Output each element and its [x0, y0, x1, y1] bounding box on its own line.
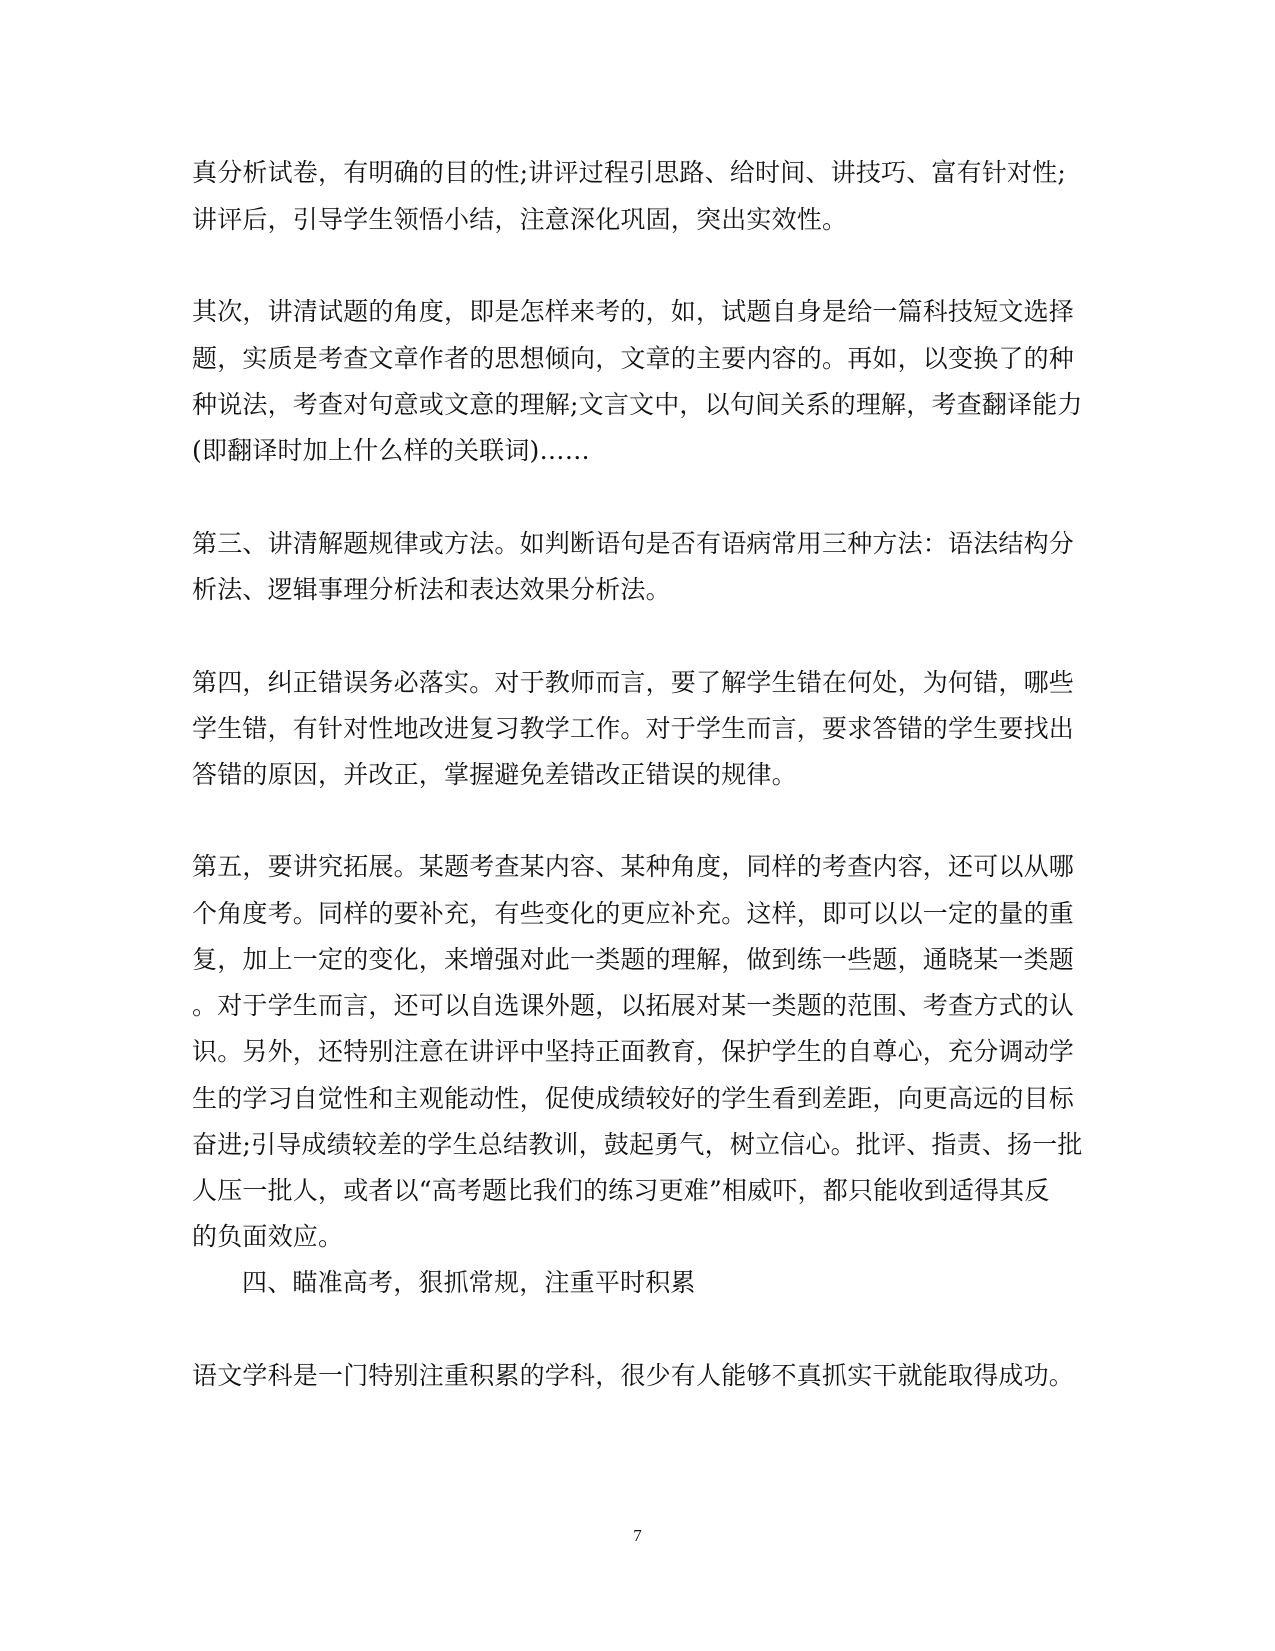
paragraph-2-line-1: 其次，讲清试题的角度，即是怎样来考的，如，试题自身是给一篇科技短文选择	[192, 297, 1075, 326]
paragraph-1-line-1: 真分析试卷，有明确的目的性;讲评过程引思路、给时间、讲技巧、富有针对性;	[192, 158, 1067, 187]
paragraph-5-line-4: 。对于学生而言，还可以自选课外题，以拓展对某一类题的范围、考查方式的认	[192, 991, 1075, 1020]
paragraph-7-line-1: 语文学科是一门特别注重积累的学科，很少有人能够不真抓实干就能取得成功。	[192, 1361, 1075, 1390]
paragraph-5-line-8: 人压一批人，或者以“高考题比我们的练习更难”相威吓，都只能收到适得其反	[192, 1176, 1050, 1205]
paragraph-4-line-3: 答错的原因，并改正，掌握避免差错改正错误的规律。	[192, 760, 797, 789]
paragraph-5-line-1: 第五，要讲究拓展。某题考查某内容、某种角度，同样的考查内容，还可以从哪	[192, 852, 1075, 881]
page-number: 7	[633, 1526, 642, 1545]
paragraph-3-line-1: 第三、讲清解题规律或方法。如判断语句是否有语病常用三种方法：语法结构分	[192, 529, 1075, 558]
paragraph-2-line-3: 种说法，考查对句意或文意的理解;文言文中，以句间关系的理解，考查翻译能力	[192, 390, 1083, 419]
paragraph-5-line-3: 复，加上一定的变化，来增强对此一类题的理解，做到练一些题，通晓某一类题	[192, 945, 1075, 974]
paragraph-2-line-2: 题，实质是考查文章作者的思想倾向，文章的主要内容的。再如，以变换了的种	[192, 344, 1075, 373]
paragraph-5-line-2: 个角度考。同样的要补充，有些变化的更应补充。这样，即可以以一定的量的重	[192, 899, 1075, 928]
paragraph-1-line-2: 讲评后，引导学生领悟小结，注意深化巩固，突出实效性。	[192, 205, 848, 234]
paragraph-4-line-1: 第四，纠正错误务必落实。对于教师而言，要了解学生错在何处，为何错，哪些	[192, 668, 1075, 697]
paragraph-5-line-6: 生的学习自觉性和主观能动性，促使成绩较好的学生看到差距，向更高远的目标	[192, 1084, 1075, 1113]
section-heading: 四、瞄准高考，狠抓常规，注重平时积累	[242, 1268, 696, 1297]
paragraph-5-line-5: 识。另外，还特别注意在讲评中坚持正面教育，保护学生的自尊心，充分调动学	[192, 1037, 1075, 1066]
paragraph-5-line-7: 奋进;引导成绩较差的学生总结教训，鼓起勇气，树立信心。批评、指责、扬一批	[192, 1130, 1083, 1159]
paragraph-3-line-2: 析法、逻辑事理分析法和表达效果分析法。	[192, 575, 671, 604]
paragraph-4-line-2: 学生错，有针对性地改进复习教学工作。对于学生而言，要求答错的学生要找出	[192, 714, 1075, 743]
paragraph-2-line-4: (即翻译时加上什么样的关联词)……	[192, 436, 590, 465]
paragraph-5-line-9: 的负面效应。	[192, 1222, 344, 1251]
